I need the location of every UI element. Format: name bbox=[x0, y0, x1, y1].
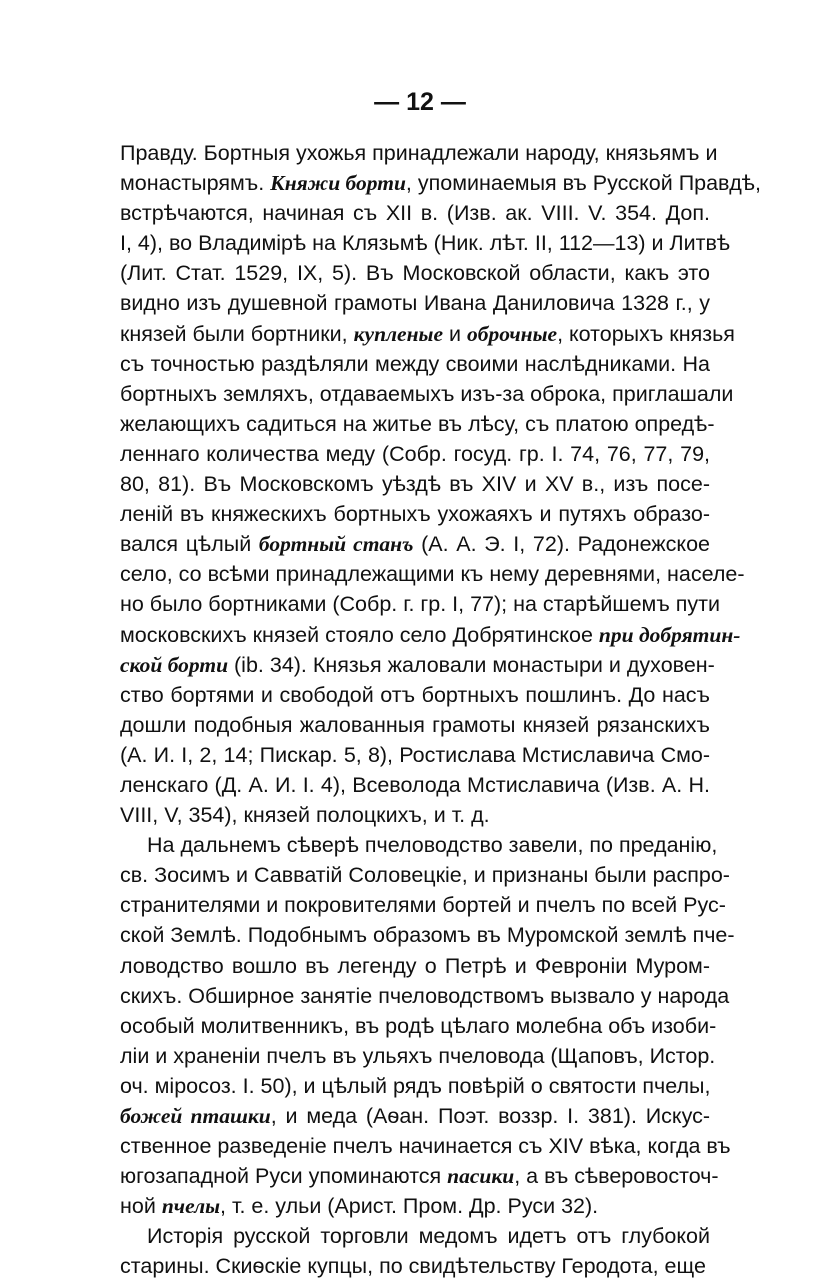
text-run: I, 4), во Владимірѣ на Клязьмѣ (Ник. лѣт. II, 112—13) и Литвѣ bbox=[120, 231, 731, 256]
text-run: , упоминаемыя въ Русской Правдѣ, bbox=[405, 171, 761, 196]
text-run: бортныхъ земляхъ, отдаваемыхъ изъ-за оброка, приглашали bbox=[120, 381, 734, 406]
text-run: видно изъ душевной грамоты Ивана Даниловича 1328 г., у bbox=[120, 291, 710, 316]
text-line bbox=[120, 620, 741, 650]
text-run: ственное разведеніе пчелъ начинается съ XIV вѣка, когда въ bbox=[120, 1134, 731, 1159]
text-run: югозападной Руси упоминаются bbox=[120, 1164, 448, 1189]
text-run: св. Зосимъ и Савватій Соловецкіе, и признаны были распро- bbox=[120, 863, 730, 888]
text-run: желающихъ садиться на житье въ лѣсу, съ платою опредѣ- bbox=[120, 411, 715, 436]
text-line bbox=[120, 710, 710, 740]
emphasis-term: бортный станъ bbox=[258, 532, 414, 557]
text-line bbox=[120, 1251, 710, 1281]
text-line bbox=[120, 981, 730, 1011]
text-line bbox=[120, 860, 730, 890]
text-run: ство бортями и свободой отъ бортныхъ пошлинъ. До насъ bbox=[120, 682, 710, 707]
emphasis-term: Княжи борти bbox=[270, 171, 406, 196]
text-run: Правду. Бортныя ухожья принадлежали народу, князьямъ и bbox=[120, 141, 718, 165]
text-line bbox=[120, 409, 715, 439]
text-line bbox=[120, 589, 720, 619]
text-run: село, со всѣми принадлежащими къ нему деревнями, населе- bbox=[120, 562, 745, 587]
text-run: дошли подобныя жалованныя грамоты князей рязанскихъ bbox=[120, 712, 710, 737]
text-line bbox=[120, 890, 726, 920]
text-line bbox=[120, 951, 710, 981]
text-line bbox=[120, 258, 710, 288]
text-run: 80, 81). Въ Московскомъ уѣздѣ въ XIV и XV в., изъ посе- bbox=[120, 472, 710, 497]
text-line bbox=[120, 680, 710, 710]
emphasis-term: ской борти bbox=[120, 652, 229, 677]
text-run: , и меда (Аѳан. Поэт. воззр. I. 381). Искус- bbox=[270, 1104, 711, 1128]
text-run: ской Землѣ. Подобнымъ образомъ въ Муромской землѣ пче- bbox=[120, 923, 735, 948]
text-run: князей были бортники, bbox=[120, 321, 354, 346]
text-run: ліи и храненіи пчелъ въ ульяхъ пчеловода (Щаповъ, Истор. bbox=[120, 1043, 716, 1068]
text-line bbox=[120, 168, 761, 198]
text-line bbox=[120, 559, 745, 589]
text-line bbox=[120, 319, 735, 349]
text-line bbox=[120, 288, 710, 318]
text-line bbox=[120, 1071, 710, 1101]
text-line bbox=[120, 228, 731, 258]
text-line bbox=[120, 349, 710, 379]
text-line bbox=[120, 198, 710, 228]
text-run: (А. И. I, 2, 14; Пискар. 5, 8), Ростислава Мстиславича Смо- bbox=[120, 742, 710, 767]
emphasis-term: при добрятин- bbox=[598, 622, 741, 647]
text-line bbox=[120, 379, 734, 409]
text-run: ной bbox=[120, 1194, 162, 1219]
text-run: ловодство вошло въ легенду о Петрѣ и Февроніи Муром- bbox=[120, 953, 710, 978]
paragraph bbox=[120, 138, 761, 830]
text-run: съ точностью раздѣляли между своими наслѣдниками. На bbox=[120, 351, 710, 376]
text-run: московскихъ князей стояло село Добрятинское bbox=[120, 622, 599, 647]
text-line bbox=[120, 1191, 710, 1221]
text-line bbox=[120, 650, 715, 680]
text-run: VIII, V, 354), князей полоцкихъ, и т. д. bbox=[120, 803, 490, 828]
text-line bbox=[120, 1101, 710, 1131]
text-run: (Лит. Стат. 1529, IX, 5). Въ Московской области, какъ это bbox=[120, 261, 710, 286]
text-run: и bbox=[443, 321, 467, 346]
text-run: На дальнемъ сѣверѣ пчеловодство завели, по преданію, bbox=[147, 833, 718, 858]
text-line bbox=[120, 529, 710, 559]
text-run: но было бортниками (Собр. г. гр. I, 77); на старѣйшемъ пути bbox=[120, 592, 720, 617]
text-run: старины. Скиѳскіе купцы, по свидѣтельству Геродота, еще bbox=[120, 1254, 706, 1279]
text-line bbox=[120, 800, 710, 830]
paragraph bbox=[120, 830, 735, 1221]
emphasis-term: божей пташки bbox=[120, 1104, 271, 1128]
text-run: леній въ княжескихъ бортныхъ ухожаяхъ и путяхъ образо- bbox=[120, 502, 710, 527]
text-run: монастырямъ. bbox=[120, 171, 271, 196]
text-run: скихъ. Обширное занятіе пчеловодствомъ вызвало у народа bbox=[120, 983, 730, 1008]
text-run: леннаго количества меду (Собр. госуд. гр. I. 74, 76, 77, 79, bbox=[120, 441, 710, 466]
text-line bbox=[120, 1131, 731, 1161]
text-line bbox=[120, 920, 735, 950]
text-line bbox=[120, 740, 710, 770]
text-run: (А. А. Э. I, 72). Радонежское bbox=[413, 532, 710, 557]
paragraph bbox=[120, 1221, 710, 1281]
emphasis-term: купленые bbox=[353, 321, 443, 346]
text-line bbox=[120, 439, 710, 469]
text-run: оч. міросоз. I. 50), и цѣлый рядъ повѣрій о святости пчелы, bbox=[120, 1073, 711, 1098]
text-run: , а въ сѣверовосточ- bbox=[514, 1164, 719, 1189]
text-line bbox=[120, 138, 718, 168]
page-number: — 12 — bbox=[374, 88, 466, 116]
text-line bbox=[120, 499, 710, 529]
text-line bbox=[120, 1161, 719, 1191]
text-run: встрѣчаются, начиная съ XII в. (Изв. ак. VIII. V. 354. Доп. bbox=[120, 201, 710, 226]
text-run: , т. е. ульи (Арист. Пром. Др. Руси 32). bbox=[220, 1194, 599, 1219]
emphasis-term: оброчные bbox=[466, 321, 558, 346]
text-line bbox=[120, 469, 710, 499]
text-line bbox=[120, 770, 710, 800]
emphasis-term: пасики bbox=[447, 1164, 515, 1189]
text-run: (ib. 34). Князья жаловали монастыри и духовен- bbox=[228, 652, 715, 677]
emphasis-term: пчелы bbox=[161, 1194, 221, 1219]
text-line bbox=[120, 830, 718, 860]
text-line bbox=[120, 1011, 717, 1041]
text-line bbox=[120, 1221, 710, 1251]
text-run: вался цѣлый bbox=[120, 532, 259, 557]
text-run: Исторія русской торговли медомъ идетъ отъ глубокой bbox=[147, 1224, 710, 1249]
page-body bbox=[120, 138, 761, 1282]
text-run: ленскаго (Д. А. И. I. 4), Всеволода Мстиславича (Изв. А. Н. bbox=[120, 772, 710, 797]
text-line bbox=[120, 1041, 716, 1071]
text-run: особый молитвенникъ, въ родѣ цѣлаго молебна объ изоби- bbox=[120, 1013, 717, 1038]
text-run: , которыхъ князья bbox=[557, 321, 735, 346]
text-run: странителями и покровителями бортей и пчелъ по всей Рус- bbox=[120, 893, 726, 918]
